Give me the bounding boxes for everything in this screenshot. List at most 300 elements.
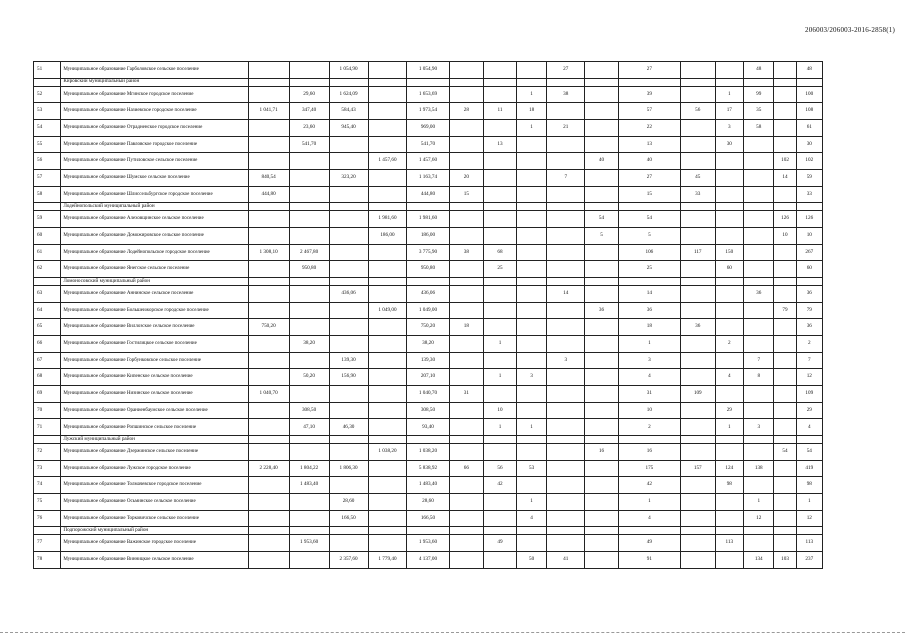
row-number: 69 (34, 386, 61, 403)
table-cell: 15 (618, 186, 680, 203)
row-number (34, 436, 61, 444)
table-cell: 1 624,09 (329, 86, 368, 103)
table-row (34, 494, 823, 511)
table-cell: 47,10 (289, 419, 329, 436)
row-number: 76 (34, 510, 61, 527)
district-header-row (34, 436, 823, 444)
district-name: Ломоносовский муниципальный район (61, 278, 248, 286)
table-cell: 186,00 (407, 227, 449, 244)
municipality-name: Муниципальное образование Гостилицкое сельское поселение (61, 335, 248, 352)
table-cell (585, 261, 619, 278)
table-cell (774, 494, 796, 511)
table-cell (449, 153, 484, 170)
table-cell: 42 (618, 477, 680, 494)
table-cell (449, 62, 484, 79)
table-cell (368, 436, 407, 444)
municipality-name: Муниципальное образование Путиловское сельское поселение (61, 153, 248, 170)
table-cell: 1 953,60 (289, 535, 329, 552)
table-cell: 1 049,00 (368, 302, 407, 319)
table-cell (248, 419, 289, 436)
table-cell: 436,06 (407, 285, 449, 302)
table-cell: 38 (547, 86, 585, 103)
table-cell (289, 527, 329, 535)
table-cell (547, 535, 585, 552)
table-cell (547, 494, 585, 511)
table-cell: 36 (618, 302, 680, 319)
table-cell (484, 436, 517, 444)
table-cell (796, 278, 822, 286)
municipality-name: Муниципальное образование Мгинское городское поселение (61, 86, 248, 103)
table-cell (774, 261, 796, 278)
table-cell: 109 (680, 386, 715, 403)
district-header-row (34, 203, 823, 211)
table-cell (774, 62, 796, 79)
table-cell: 103 (774, 552, 796, 569)
table-cell (248, 119, 289, 136)
table-cell: 36 (796, 319, 822, 336)
table-cell: 237 (796, 552, 822, 569)
table-cell: 950,80 (407, 261, 449, 278)
table-cell (547, 103, 585, 120)
table-cell: 436,06 (329, 285, 368, 302)
table-cell: 27 (618, 62, 680, 79)
resettlement-table (33, 61, 823, 569)
table-cell: 14 (618, 285, 680, 302)
table-cell (715, 302, 743, 319)
table-cell (774, 136, 796, 153)
table-cell: 134 (743, 552, 774, 569)
table-cell (329, 261, 368, 278)
table-cell (743, 78, 774, 86)
table-cell (547, 369, 585, 386)
table-cell (680, 153, 715, 170)
table-cell: 40 (618, 153, 680, 170)
table-cell (743, 186, 774, 203)
table-cell (715, 278, 743, 286)
table-cell (516, 436, 547, 444)
table-cell (680, 369, 715, 386)
row-number (34, 78, 61, 86)
table-cell (774, 244, 796, 261)
table-cell (743, 278, 774, 286)
row-number: 54 (34, 119, 61, 136)
table-cell (547, 244, 585, 261)
row-number: 78 (34, 552, 61, 569)
table-cell (585, 203, 619, 211)
row-number: 67 (34, 352, 61, 369)
table-cell (289, 227, 329, 244)
table-cell (289, 78, 329, 86)
row-number: 75 (34, 494, 61, 511)
table-cell (484, 444, 517, 461)
table-cell (618, 527, 680, 535)
table-cell: 1 (484, 419, 517, 436)
table-cell (585, 278, 619, 286)
table-cell (680, 119, 715, 136)
table-cell (484, 352, 517, 369)
table-cell (289, 302, 329, 319)
table-cell (680, 86, 715, 103)
table-cell: 66 (449, 460, 484, 477)
table-cell: 93,40 (407, 419, 449, 436)
table-cell (516, 186, 547, 203)
table-cell (585, 436, 619, 444)
table-cell (449, 302, 484, 319)
table-row (34, 136, 823, 153)
table-cell: 4 (715, 369, 743, 386)
table-cell (248, 436, 289, 444)
row-number: 52 (34, 86, 61, 103)
table-cell (368, 460, 407, 477)
table-cell (289, 285, 329, 302)
table-cell: 98 (715, 477, 743, 494)
row-number: 68 (34, 369, 61, 386)
row-number: 62 (34, 261, 61, 278)
table-cell: 4 (796, 419, 822, 436)
table-cell (449, 78, 484, 86)
table-cell (449, 203, 484, 211)
row-number: 51 (34, 62, 61, 79)
municipality-name: Муниципальное образование Виллозское сельское поселение (61, 319, 248, 336)
table-cell (484, 552, 517, 569)
table-cell (680, 62, 715, 79)
table-cell (368, 261, 407, 278)
table-cell (547, 261, 585, 278)
table-cell (774, 103, 796, 120)
table-cell (289, 278, 329, 286)
table-cell: 1 779,40 (368, 552, 407, 569)
table-cell (248, 278, 289, 286)
table-cell (585, 170, 619, 187)
table-cell: 1 (516, 494, 547, 511)
table-cell (248, 227, 289, 244)
table-cell: 10 (484, 402, 517, 419)
table-cell (585, 119, 619, 136)
table-cell (715, 552, 743, 569)
table-cell: 45 (680, 170, 715, 187)
table-cell: 18 (618, 319, 680, 336)
row-number: 56 (34, 153, 61, 170)
district-header-row (34, 278, 823, 286)
table-cell: 207,10 (407, 369, 449, 386)
table-cell (368, 285, 407, 302)
municipality-name: Муниципальное образование Аннинское сельское поселение (61, 285, 248, 302)
district-name: Подпорожский муниципальный район (61, 527, 248, 535)
table-cell: 1 038,20 (407, 444, 449, 461)
table-cell (329, 211, 368, 228)
table-cell (484, 227, 517, 244)
table-row (34, 386, 823, 403)
table-cell: 10 (618, 402, 680, 419)
table-cell: 36 (796, 285, 822, 302)
row-number: 64 (34, 302, 61, 319)
table-cell: 50,20 (289, 369, 329, 386)
table-cell: 1 (484, 335, 517, 352)
table-cell (547, 211, 585, 228)
table-cell (715, 170, 743, 187)
table-cell (368, 103, 407, 120)
table-cell (547, 419, 585, 436)
table-cell: 1 (516, 119, 547, 136)
table-cell: 54 (796, 444, 822, 461)
table-cell: 58 (743, 119, 774, 136)
table-cell (680, 436, 715, 444)
table-cell: 68 (484, 244, 517, 261)
row-number: 61 (34, 244, 61, 261)
table-cell (368, 136, 407, 153)
table-cell (585, 477, 619, 494)
table-cell (585, 86, 619, 103)
table-cell (585, 460, 619, 477)
table-cell (329, 227, 368, 244)
table-cell: 60 (715, 261, 743, 278)
table-cell: 4 (618, 369, 680, 386)
table-cell: 1 (618, 494, 680, 511)
table-cell: 57 (618, 103, 680, 120)
table-cell (774, 186, 796, 203)
table-cell: 108 (796, 103, 822, 120)
table-cell (516, 402, 547, 419)
municipality-name: Муниципальное образование Доможировское сельское поселение (61, 227, 248, 244)
table-cell (743, 319, 774, 336)
municipality-name: Муниципальное образование Низинское сельское поселение (61, 386, 248, 403)
table-cell (743, 244, 774, 261)
page-bottom-edge (0, 632, 905, 633)
municipality-name: Муниципальное образование Алеховщинское сельское поселение (61, 211, 248, 228)
table-cell: 21 (547, 119, 585, 136)
row-number: 73 (34, 460, 61, 477)
table-cell: 12 (796, 369, 822, 386)
table-cell (715, 510, 743, 527)
table-cell (368, 419, 407, 436)
table-cell (329, 436, 368, 444)
table-cell: 4 137,00 (407, 552, 449, 569)
table-cell (547, 510, 585, 527)
table-cell (585, 186, 619, 203)
table-cell (248, 136, 289, 153)
table-cell (743, 136, 774, 153)
table-row (34, 535, 823, 552)
table-cell: 30 (796, 136, 822, 153)
table-cell: 28,60 (329, 494, 368, 511)
table-cell: 48 (796, 62, 822, 79)
district-name: Лужский муниципальный район (61, 436, 248, 444)
table-cell: 10 (774, 227, 796, 244)
row-number: 55 (34, 136, 61, 153)
table-cell (680, 285, 715, 302)
row-number: 77 (34, 535, 61, 552)
table-cell: 3 (743, 419, 774, 436)
table-cell: 17 (715, 103, 743, 120)
table-cell: 28,60 (407, 494, 449, 511)
table-cell: 35 (743, 103, 774, 120)
table-cell (329, 444, 368, 461)
row-number: 58 (34, 186, 61, 203)
table-cell: 7 (547, 170, 585, 187)
table-cell (248, 444, 289, 461)
table-cell (743, 386, 774, 403)
table-cell: 2 467,80 (289, 244, 329, 261)
table-cell (680, 444, 715, 461)
table-cell: 175 (618, 460, 680, 477)
table-cell (715, 436, 743, 444)
table-cell: 25 (618, 261, 680, 278)
table-cell (796, 203, 822, 211)
row-number: 66 (34, 335, 61, 352)
table-cell: 1 (618, 335, 680, 352)
table-cell: 139,30 (407, 352, 449, 369)
table-cell: 61 (796, 119, 822, 136)
table-cell (484, 527, 517, 535)
table-cell: 2 (796, 335, 822, 352)
table-cell: 13 (618, 136, 680, 153)
table-cell (774, 352, 796, 369)
table-cell (248, 402, 289, 419)
table-cell: 1 483,40 (407, 477, 449, 494)
table-cell: 54 (774, 444, 796, 461)
table-cell (796, 436, 822, 444)
table-cell (329, 402, 368, 419)
table-cell (248, 527, 289, 535)
municipality-name: Муниципальное образование Кипенское сельское поселение (61, 369, 248, 386)
municipality-name: Муниципальное образование Шлиссельбургское городское поселение (61, 186, 248, 203)
table-cell: 31 (449, 386, 484, 403)
table-cell (516, 203, 547, 211)
table-cell (484, 494, 517, 511)
table-cell (585, 535, 619, 552)
municipality-name: Муниципальное образование Янегское сельское поселение (61, 261, 248, 278)
table-cell: 1 806,30 (329, 460, 368, 477)
table-row (34, 552, 823, 569)
row-number: 60 (34, 227, 61, 244)
table-cell: 840,54 (248, 170, 289, 187)
table-cell (449, 352, 484, 369)
table-cell: 28 (449, 103, 484, 120)
table-cell (715, 211, 743, 228)
table-cell (329, 244, 368, 261)
table-cell (516, 278, 547, 286)
table-cell: 1 653,69 (407, 86, 449, 103)
table-cell (796, 527, 822, 535)
table-cell: 91 (618, 552, 680, 569)
table-cell (368, 494, 407, 511)
table-cell (516, 136, 547, 153)
table-cell (585, 352, 619, 369)
table-cell: 1 054,90 (407, 62, 449, 79)
table-cell (585, 494, 619, 511)
table-cell (407, 203, 449, 211)
table-cell: 444,80 (248, 186, 289, 203)
row-number: 72 (34, 444, 61, 461)
table-cell (329, 153, 368, 170)
table-cell (715, 319, 743, 336)
table-cell (248, 62, 289, 79)
table-cell: 1 981,60 (407, 211, 449, 228)
table-cell (289, 153, 329, 170)
table-cell (547, 460, 585, 477)
table-cell: 1 981,60 (368, 211, 407, 228)
table-cell (774, 460, 796, 477)
table-cell (248, 302, 289, 319)
municipality-name: Муниципальное образование Шумское сельское поселение (61, 170, 248, 187)
table-cell: 14 (774, 170, 796, 187)
table-row (34, 419, 823, 436)
municipality-name: Муниципальное образование Назиевское городское поселение (61, 103, 248, 120)
table-cell (449, 211, 484, 228)
table-cell (449, 261, 484, 278)
table-row (34, 302, 823, 319)
table-cell: 8 (743, 369, 774, 386)
row-number: 74 (34, 477, 61, 494)
table-cell (618, 78, 680, 86)
table-cell (484, 211, 517, 228)
table-cell: 109 (796, 386, 822, 403)
table-cell (329, 335, 368, 352)
table-cell (484, 170, 517, 187)
table-cell (329, 302, 368, 319)
table-cell: 1 973,54 (407, 103, 449, 120)
table-cell (368, 78, 407, 86)
table-cell (329, 136, 368, 153)
table-cell: 30 (715, 136, 743, 153)
table-cell (289, 62, 329, 79)
table-cell (547, 402, 585, 419)
table-cell (774, 319, 796, 336)
table-cell: 267 (796, 244, 822, 261)
table-cell (680, 494, 715, 511)
table-cell (368, 170, 407, 187)
table-cell: 36 (680, 319, 715, 336)
table-cell (449, 436, 484, 444)
table-cell: 59 (796, 170, 822, 187)
row-number: 71 (34, 419, 61, 436)
table-cell (484, 285, 517, 302)
table-body (34, 62, 823, 569)
table-cell: 33 (796, 186, 822, 203)
table-cell: 29 (796, 402, 822, 419)
table-cell (289, 203, 329, 211)
table-cell: 1 049,00 (407, 302, 449, 319)
table-cell (329, 319, 368, 336)
table-cell (368, 369, 407, 386)
table-cell: 1 (796, 494, 822, 511)
table-cell: 14 (547, 285, 585, 302)
table-cell: 126 (774, 211, 796, 228)
table-cell (516, 527, 547, 535)
table-cell (368, 402, 407, 419)
table-cell: 4 (516, 510, 547, 527)
table-cell (774, 369, 796, 386)
table-cell (516, 227, 547, 244)
table-cell (449, 136, 484, 153)
table-cell (329, 278, 368, 286)
table-cell (680, 78, 715, 86)
table-cell: 38,20 (289, 335, 329, 352)
table-cell (449, 227, 484, 244)
table-cell (680, 278, 715, 286)
district-header-row (34, 527, 823, 535)
table-cell (743, 436, 774, 444)
table-cell (585, 136, 619, 153)
table-cell: 79 (774, 302, 796, 319)
table-cell (484, 319, 517, 336)
table-cell: 139,30 (329, 352, 368, 369)
table-cell (289, 386, 329, 403)
table-cell: 106 (618, 244, 680, 261)
table-cell (449, 335, 484, 352)
table-cell (774, 335, 796, 352)
table-cell: 79 (796, 302, 822, 319)
